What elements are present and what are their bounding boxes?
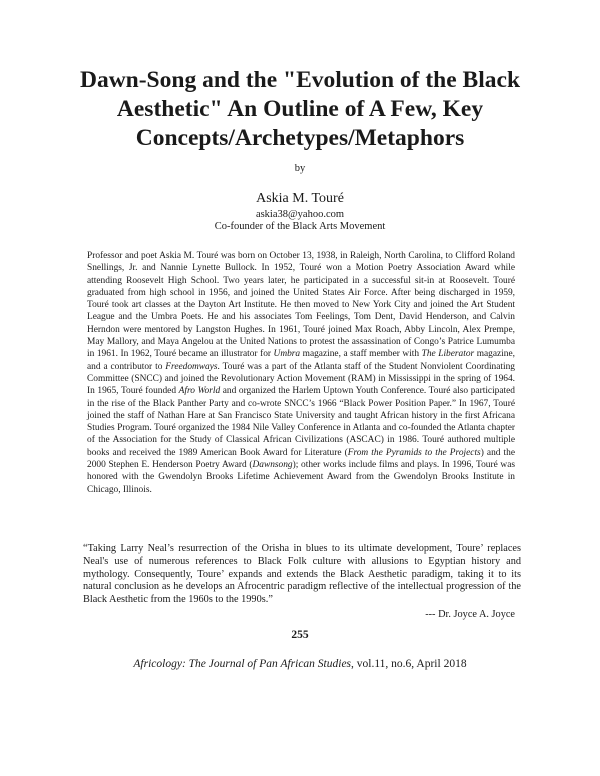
author-biography	[87, 250, 515, 496]
author-role: Co-founder of the Black Arts Movement	[214, 221, 386, 232]
epigraph-quote: “Taking Larry Neal’s resurrection of the Orisha in blues to its ultimate development, Toure’ replaces Neal's use of numerous references to Black Folk culture with allusions to Egyptian history and mythology. Consequently, Toure’ expands and extends the Black Aesthetic paradigm, taking it to its natural conclusion as he develops an Afrocentric paradigm reflective of the intellectual progression of the Black Aesthetic from the 1960s to the 1990s.”	[83, 543, 521, 606]
bio-text: . Touré was a part of the Atlanta staff of the Student Nonviolent Coordinating Committee (SNCC) and joined the Revolutionary Action Movement (RAM) in Mississippi in the spring of 1964. In 1965, Touré founded	[87, 361, 515, 397]
bio-italic-afro-world: Afro World	[178, 386, 221, 397]
quote-attribution: --- Dr. Joyce A. Joyce	[425, 609, 515, 620]
bio-italic-pyramids: From the Pyramids to the Projects	[347, 447, 481, 458]
journal-details: , vol.11, no.6, April 2018	[351, 658, 467, 670]
journal-footer	[0, 658, 600, 670]
bio-text: magazine, and a contributor to	[87, 349, 515, 372]
bio-text: ) and the 2000 Stephen E. Henderson Poetry Award (	[87, 447, 516, 471]
bio-italic-liberator: The Liberator	[421, 349, 475, 360]
article-title: Dawn-Song and the "Evolution of the Black Aesthetic" An Outline of A Few, Key Concepts/Archetypes/Metaphors	[79, 67, 521, 151]
bio-italic-freedomways: Freedomways	[165, 361, 218, 372]
author-email: askia38@yahoo.com	[255, 209, 345, 220]
byline: by	[294, 163, 306, 174]
author-name: Askia M. Touré	[256, 191, 344, 206]
bio-text: Professor and poet Askia M. Touré was born on October 13, 1938, in Raleigh, North Carolina, to Clifford Roland Snellings, Jr. and Nannie Lynette Bullock. In 1952, Touré won a Motion Poetry Association Award while attending Roosevelt High School. Two years later, he participated in a successful sit-in at Roosevelt. Touré graduated from high school in 1956, and joined the United States Air Force. After being discharged in 1959, Touré took art classes at the Dayton Art Institute. He then moved to New York City and joined the Art Student League and the Umbra Poets. He and his associates Tom Feelings, Tom Dent, David Henderson, and Calvin Herndon were mentored by Langston Hughes. In 1961, Touré joined Max Roach, Abby Lincoln, Alex Prempe, May Mallory, and Maya Angelou at the United Nations to protest the assassination of Congo’s Patrice Lumumba in 1961. In 1962, Touré became an illustrator for	[87, 251, 515, 360]
bio-italic-dawnsong: Dawnsong	[252, 460, 293, 471]
bio-text: and organized the Harlem Uptown Youth Conference. Touré also participated in the rise of the Black Panther Party and co-wrote SNCC’s 1966 “Black Power Position Paper.” In 1967, Touré joined the staff of Nathan Hare at San Francisco State University and taught African history in the first Africana Studies Program. Touré organized the 1984 Nile Valley Conference in Atlanta and co-founded the Atlanta chapter of the Association for the Study of Classical African Civilizations (ASCAC) in 1986. Touré authored multiple books and received the 1989 American Book Award for Literature (	[87, 386, 515, 458]
bio-italic-umbra: Umbra	[273, 349, 301, 360]
bio-text: magazine, a staff member with	[300, 349, 422, 360]
page-number: 255	[291, 629, 309, 641]
bio-text: ); other works include films and plays. In 1996, Touré was honored with the Gwendolyn Brooks Lifetime Achievement Award from the Gwendolyn Brooks Institute in Chicago, Illinois.	[87, 460, 516, 495]
journal-name: Africology: The Journal of Pan African Studies	[133, 658, 352, 670]
